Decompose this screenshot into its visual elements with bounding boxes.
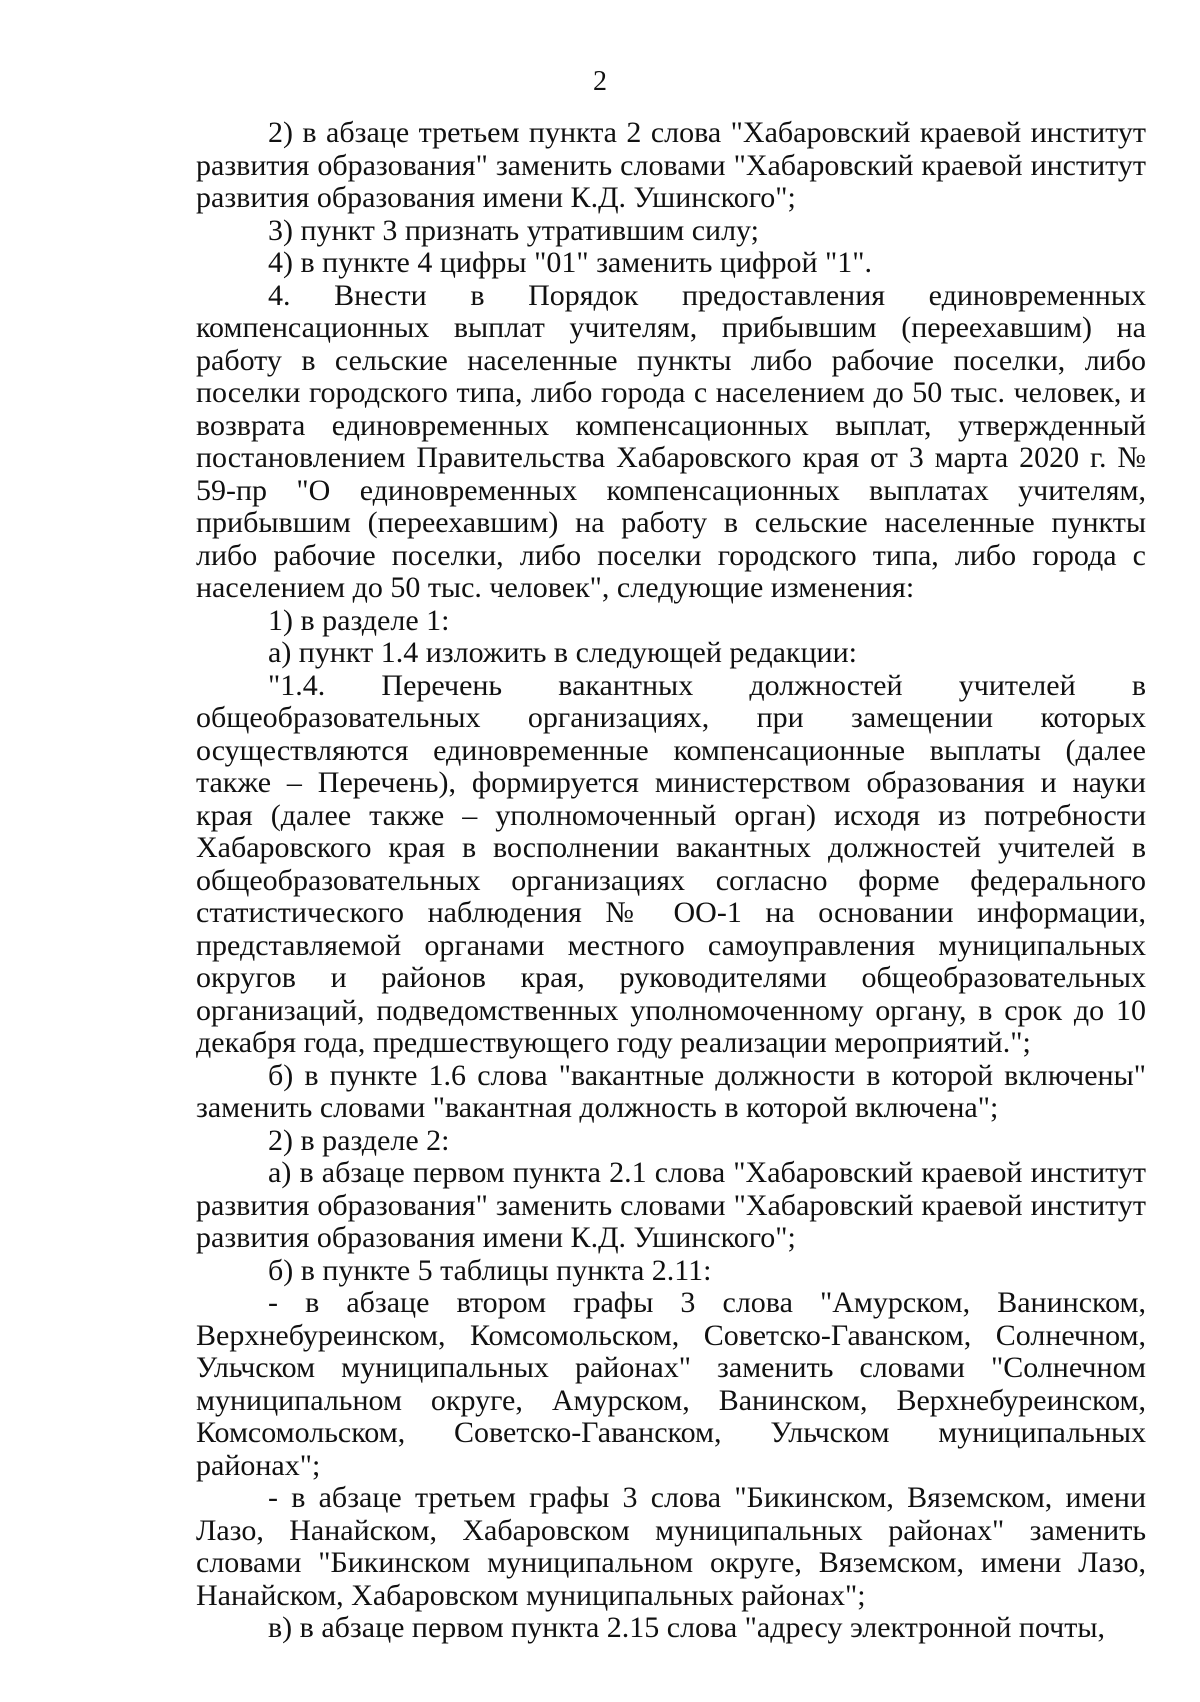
document-body xyxy=(196,117,1146,1645)
paragraph: б) в пункте 1.6 слова "вакантные должности в которой включены" заменить словами "вакантная должность в которой включена"; xyxy=(196,1058,1146,1124)
page-number: 2 xyxy=(593,66,607,97)
paragraph: 3) пункт 3 признать утратившим силу; xyxy=(268,213,760,247)
paragraph: "1.4. Перечень вакантных должностей учителей в общеобразовательных организациях, при замещении которых осуществляются единовременные компенсационные выплаты (далее также – Перечень), формируется министерством образования и науки края (далее также – уполномоченный орган) исходя из потребности Хабаровского края в восполнении вакантных должностей учителей в общеобразовательных организациях согласно форме федерального статистического наблюдения № ОО-1 на основании информации, представляемой органами местного самоуправления муниципальных округов и районов края, руководителями общеобразовательных организаций, подведомственных уполномоченному органу, в срок до 10 декабря года, предшествующего году реализации мероприятий."; xyxy=(196,668,1146,1059)
paragraph: - в абзаце третьем графы 3 слова "Бикинском, Вяземском, имени Лазо, Нанайском, Хабаровском муниципальных районах" заменить словами "Бикинском муниципальном округе, Вяземском, имени Лазо, Нанайском, Хабаровском муниципальных районах"; xyxy=(196,1481,1146,1612)
paragraph: 4. Внести в Порядок предоставления единовременных компенсационных выплат учителям, прибывшим (переехавшим) на работу в сельские населенные пункты либо рабочие поселки, либо поселки городского типа, либо города с населением до 50 тыс. человек, и возврата единовременных компенсационных выплат, утвержденный постановлением Правительства Хабаровского края от 3 марта 2020 г. № 59-пр "О единовременных компенсационных выплатах учителям, прибывшим (переехавшим) на работу в сельские населенные пункты либо рабочие поселки, либо поселки городского типа, либо города с населением до 50 тыс. человек", следующие изменения: xyxy=(196,278,1146,604)
paragraph: 4) в пункте 4 цифры "01" заменить цифрой "1". xyxy=(268,246,873,279)
paragraph: 1) в разделе 1: xyxy=(268,603,450,637)
paragraph: а) пункт 1.4 изложить в следующей редакции: xyxy=(268,636,857,669)
paragraph: 2) в абзаце третьем пункта 2 слова "Хабаровский краевой институт развития образования" заменить словами "Хабаровский краевой институт развития образования имени К.Д. Ушинского"; xyxy=(196,116,1146,214)
paragraph: а) в абзаце первом пункта 2.1 слова "Хабаровский краевой институт развития образования" заменить словами "Хабаровский краевой институт развития образования имени К.Д. Ушинского"; xyxy=(196,1156,1146,1254)
paragraph: б) в пункте 5 таблицы пункта 2.11: xyxy=(268,1253,712,1287)
paragraph: в) в абзаце первом пункта 2.15 слова "адресу электронной почты, xyxy=(268,1611,1106,1644)
paragraph: 2) в разделе 2: xyxy=(268,1123,450,1157)
paragraph: - в абзаце втором графы 3 слова "Амурском, Ванинском, Верхнебуреинском, Комсомольском, Советско-Гаванском, Солнечном, Ульчском муниципальных районах" заменить словами "Солнечном муниципальном округе, Амурском, Ванинском, Верхнебуреинском, Комсомольском, Советско-Гаванском, Ульчском муниципальных районах"; xyxy=(196,1286,1146,1482)
